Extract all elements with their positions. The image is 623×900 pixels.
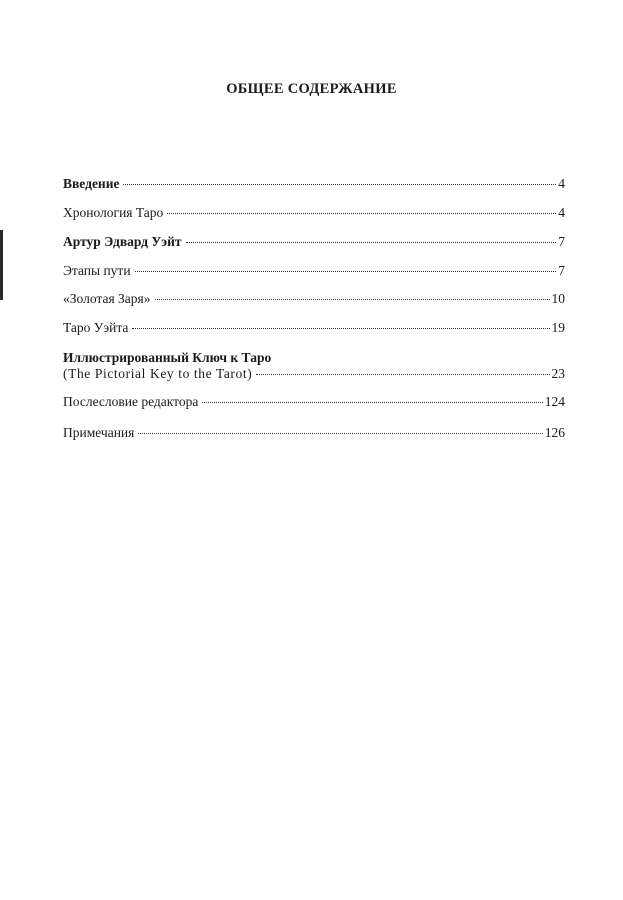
toc-entry-label: Этапы пути <box>63 263 131 278</box>
toc-entry-label: Таро Уэйта <box>63 320 129 335</box>
toc-entry-label: Примечания <box>63 425 135 440</box>
toc-entry-page: 10 <box>551 291 565 306</box>
dot-leader <box>132 328 549 329</box>
toc-entry-page: 124 <box>544 394 565 409</box>
toc-entry-sublabel: (The Pictorial Key to the Tarot) <box>63 366 253 381</box>
toc-entry-page: 19 <box>551 320 565 335</box>
toc-entry-stages[interactable] <box>63 263 565 279</box>
toc-entry-afterword[interactable] <box>63 394 565 410</box>
toc-entry-page: 7 <box>558 263 565 278</box>
toc-entry-pictorial-key[interactable] <box>63 350 565 382</box>
dot-leader <box>138 433 542 434</box>
toc-entry-label: «Золотая Заря» <box>63 291 151 306</box>
page-edge-mark <box>0 230 3 300</box>
toc-entry-waite-tarot[interactable] <box>63 320 565 336</box>
dot-leader <box>155 299 550 300</box>
toc-entry-page: 126 <box>544 425 565 440</box>
dot-leader <box>186 242 557 243</box>
page-title: ОБЩЕЕ СОДЕРЖАНИЕ <box>226 81 397 97</box>
toc-entry-label: Введение <box>63 176 120 191</box>
toc-entry-page: 23 <box>551 366 565 381</box>
toc-entry-introduction[interactable] <box>63 176 565 192</box>
toc-entry-notes[interactable] <box>63 425 565 441</box>
toc-entry-chronology[interactable] <box>63 205 565 221</box>
toc-entry-page: 4 <box>558 205 565 220</box>
toc-entry-label: Иллюстрированный Ключ к Таро <box>63 350 272 365</box>
toc-entry-golden-dawn[interactable] <box>63 291 565 307</box>
dot-leader <box>256 374 549 375</box>
toc-entry-page: 4 <box>558 176 565 191</box>
toc-entry-waite[interactable] <box>63 234 565 250</box>
toc-entry-page: 7 <box>558 234 565 249</box>
dot-leader <box>123 184 556 185</box>
dot-leader <box>202 402 542 403</box>
toc-entry-label: Артур Эдвард Уэйт <box>63 234 182 249</box>
dot-leader <box>135 271 557 272</box>
toc-entry-label: Хронология Таро <box>63 205 164 220</box>
dot-leader <box>167 213 556 214</box>
toc-entry-label: Послесловие редактора <box>63 394 199 409</box>
